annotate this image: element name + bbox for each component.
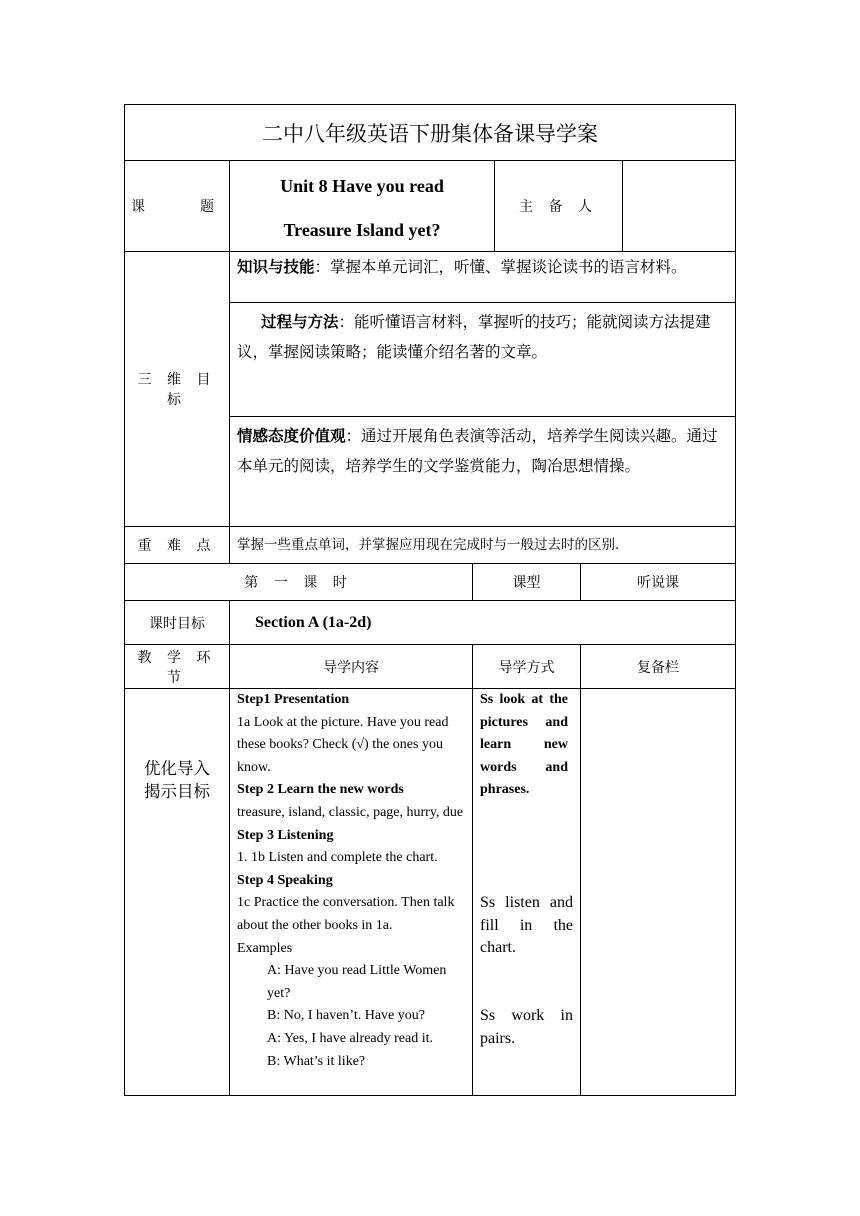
stage-header: 教 学 环 节 <box>137 650 217 686</box>
lesson-type-label: 课型 <box>512 576 541 591</box>
notes-cell <box>588 689 728 1089</box>
method-1: Ss look at the pictures and learn new words and phrases. <box>480 692 568 798</box>
step2-title: Step 2 Learn the new words <box>237 782 404 798</box>
lesson-label: 第 一 课 时 <box>244 576 353 591</box>
knowledge-objective <box>237 252 731 302</box>
step3-text: 1. 1b Listen and complete the chart. <box>237 850 438 866</box>
column-rule <box>580 644 581 1096</box>
lesson-goal-label: 课时目标 <box>149 616 205 632</box>
key-points-label: 重 难 点 <box>137 539 217 554</box>
notes-header: 复备栏 <box>637 660 679 676</box>
column-rule <box>472 644 473 1096</box>
table-border-bottom <box>124 1095 736 1096</box>
step1-title: Step1 Presentation <box>237 692 350 707</box>
table-rule <box>229 302 736 303</box>
dialogue-line: A: Yes, I have already read it. <box>267 1030 434 1046</box>
process-objective <box>237 307 731 415</box>
lesson-type-value: 听说课 <box>637 576 679 591</box>
emotion-objective <box>237 421 733 525</box>
step1-text: 1a Look at the picture. Have you read these books? Check (√) the ones you know. <box>237 714 449 775</box>
stage-label-line1: 优化导入 <box>144 759 210 778</box>
step4-text: 1c Practice the conversation. Then talk about the other books in 1a. <box>237 895 455 933</box>
knowledge-title: 知识与技能 <box>237 258 315 276</box>
step4-title: Step 4 Speaking <box>237 872 333 888</box>
examples-label: Examples <box>237 940 293 956</box>
process-title: 过程与方法 <box>261 313 339 331</box>
stage-label <box>124 757 230 807</box>
stage-label-line2: 揭示目标 <box>144 782 210 801</box>
preparer-label: 主 备 人 <box>519 200 598 215</box>
process-text: ：能听懂语言材料，掌握听的技巧；能就阅读方法提建议，掌握阅读策略；能读懂介绍名著的文章。 <box>237 313 711 361</box>
guided-content <box>237 689 466 1073</box>
dialogue-line: B: What’s it like? <box>267 1053 366 1069</box>
emotion-text: ：通过开展角色表演等活动，培养学生阅读兴趣。通过本单元的阅读，培养学生的文学鉴赏能力，陶冶思想情操。 <box>237 427 718 475</box>
method-2: Ss listen and fill in the chart. <box>480 894 573 957</box>
unit-title <box>229 164 495 250</box>
step2-text: treasure, island, classic, page, hurry, due <box>237 804 464 820</box>
key-points-text: 掌握一些重点单词，并掌握应用现在完成时与一般过去时的区别. <box>237 537 620 553</box>
dialogue-line: B: No, I haven’t. Have you? <box>267 1008 425 1024</box>
lesson-goal-value: Section A (1a-2d) <box>255 614 372 631</box>
table-rule <box>229 416 736 417</box>
unit-title-line2: Treasure Island yet? <box>283 220 441 240</box>
dialogue-line: A: Have you read Little Women yet? <box>267 963 447 1001</box>
knowledge-text: ：掌握本单元词汇，听懂、掌握谈论读书的语言材料。 <box>314 258 687 276</box>
emotion-title: 情感态度价值观 <box>237 427 346 445</box>
document-title: 二中八年级英语下册集体备课导学案 <box>262 121 598 146</box>
preparer-value <box>622 160 736 252</box>
method-3: Ss work in pairs. <box>480 1007 573 1047</box>
step3-title: Step 3 Listening <box>237 827 334 843</box>
method-header: 导学方式 <box>498 660 555 676</box>
unit-title-line1: Unit 8 Have you read <box>280 176 444 196</box>
objectives-label: 三 维 目 标 <box>137 373 217 408</box>
topic-label: 课 题 <box>131 200 223 215</box>
content-header: 导学内容 <box>323 660 379 676</box>
